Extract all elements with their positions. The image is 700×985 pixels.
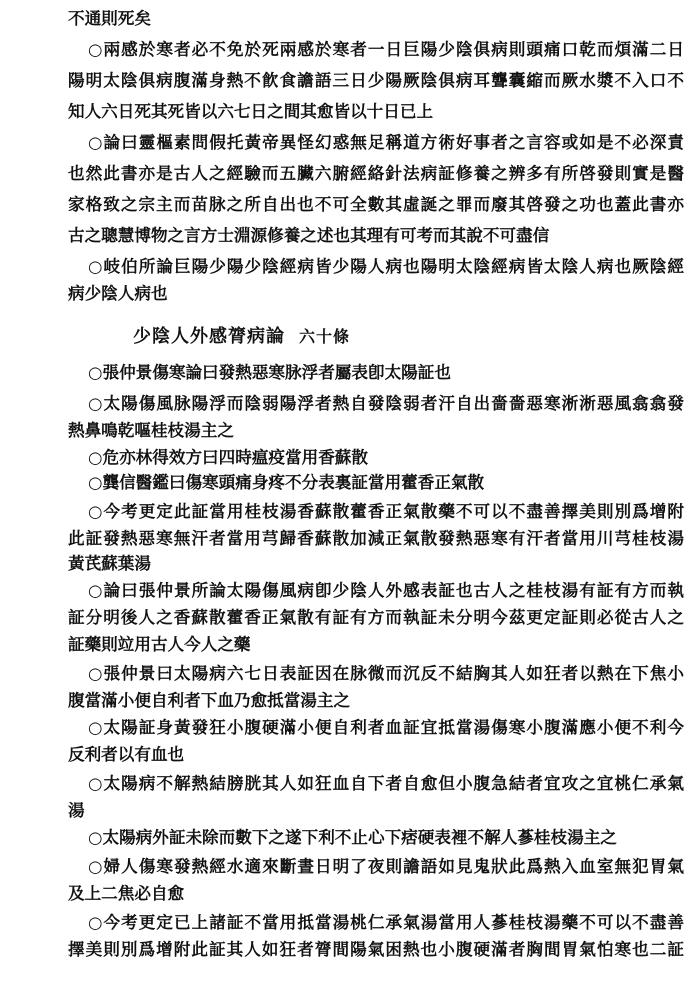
text-line: ○論曰靈樞素問假托黃帝異怪幻惑無足稱道方術好事者之言容或如是不必深責 <box>88 132 684 152</box>
text-line: 陽明太陰俱病腹滿身熱不飮食譫語三日少陽厥陰俱病耳聾囊縮而厥水漿不入口不 <box>68 70 684 90</box>
text-line: ○岐伯所論巨陽少陽少陰經病皆少陽人病也陽明太陰經病皆太陰人病也厥陰經 <box>88 256 684 276</box>
section-count: 六十條 <box>299 327 351 346</box>
text-line: ○太陽傷風脉陽浮而陰弱陽浮者熱自發陰弱者汗自出嗇嗇惡寒淅淅惡風翕翕發 <box>88 393 684 413</box>
text-line: ○今考更定已上諸証不當用抵當湯桃仁承氣湯當用人蔘桂枝湯藥不可以不盡善 <box>88 912 684 932</box>
text-line: ○危亦林得效方曰四時瘟疫當用香蘇散 <box>88 447 368 467</box>
text-line: ○今考更定此証當用桂枝湯香蘇散藿香正氣散藥不可以不盡善擇美則別爲增附 <box>88 501 684 521</box>
text-line: ○太陽証身黃發狂小腹硬滿小便自利者血証宜抵當湯傷寒小腹滿應小便不利今 <box>88 717 684 737</box>
text-line: ○太陽病不解熱結膀胱其人如狂血自下者自愈但小腹急結者宜攻之宜桃仁承氣 <box>88 773 684 793</box>
text-line: ○張仲景曰太陽病六七日表証因在脉微而沉反不結胸其人如狂者以熱在下焦小 <box>88 663 684 683</box>
text-line: 証分明後人之香蘇散藿香正氣散有証有方而執証未分明今茲更定証則必從古人之 <box>68 607 684 627</box>
text-line: ○婦人傷寒發熱經水適來斷晝日明了夜則譫語如見鬼狀此爲熱入血室無犯胃氣 <box>88 856 684 876</box>
section-title <box>133 325 350 349</box>
text-line: ○張仲景傷寒論曰發熱惡寒脉浮者屬表卽太陽証也 <box>88 362 451 382</box>
section-title-text: 少陰人外感膂病論 <box>133 326 285 347</box>
text-line: 也然此書亦是古人之經驗而五臟六腑經絡針法病証修養之辨多有所啓發則實是醫 <box>68 163 684 183</box>
text-line: 熱鼻鳴乾嘔桂枝湯主之 <box>68 420 234 440</box>
text-line: 古之聰慧博物之言方士淵源修養之述也其理有可考而其說不可盡信 <box>68 225 550 245</box>
text-line: ○龔信醫鑑曰傷寒頭痛身疼不分表裏証當用藿香正氣散 <box>88 472 485 492</box>
text-line: 家格致之宗主而苗脉之所自出也不可全數其虛誕之罪而廢其啓發之功也蓋此書亦 <box>68 194 684 214</box>
text-line: 及上二焦必自愈 <box>68 883 185 903</box>
text-line: 知人六日死其死皆以六七日之間其愈皆以十日已上 <box>68 101 434 121</box>
text-line: 不通則死矣 <box>68 8 151 28</box>
text-line: 腹當滿小便自利者下血乃愈抵當湯主之 <box>68 690 351 710</box>
text-line: 黃芪蘇葉湯 <box>68 553 151 573</box>
text-line: ○論曰張仲景所論太陽傷風病卽少陰人外感表証也古人之桂枝湯有証有方而執 <box>88 580 684 600</box>
text-line: 此証發熱惡寒無汗者當用芎歸香蘇散加減正氣散發熱惡寒有汗者當用川芎桂枝湯 <box>68 528 684 548</box>
text-line: 証藥則竝用古人今人之藥 <box>68 634 251 654</box>
text-line: 擇美則別爲增附此証其人如狂者膂間陽氣困熱也小腹硬滿者胸間胃氣怕寒也二証 <box>68 939 684 959</box>
text-line: 湯 <box>68 800 85 820</box>
text-line: ○太陽病外証未除而數下之遂下利不止心下痞硬表裡不解人蔘桂枝湯主之 <box>88 827 617 847</box>
text-line: 病少陰人病也 <box>68 283 168 303</box>
text-line: 反利者以有血也 <box>68 744 185 764</box>
text-line: ○兩感於寒者必不免於死兩感於寒者一日巨陽少陰俱病則頭痛口乾而煩滿二日 <box>88 39 684 59</box>
